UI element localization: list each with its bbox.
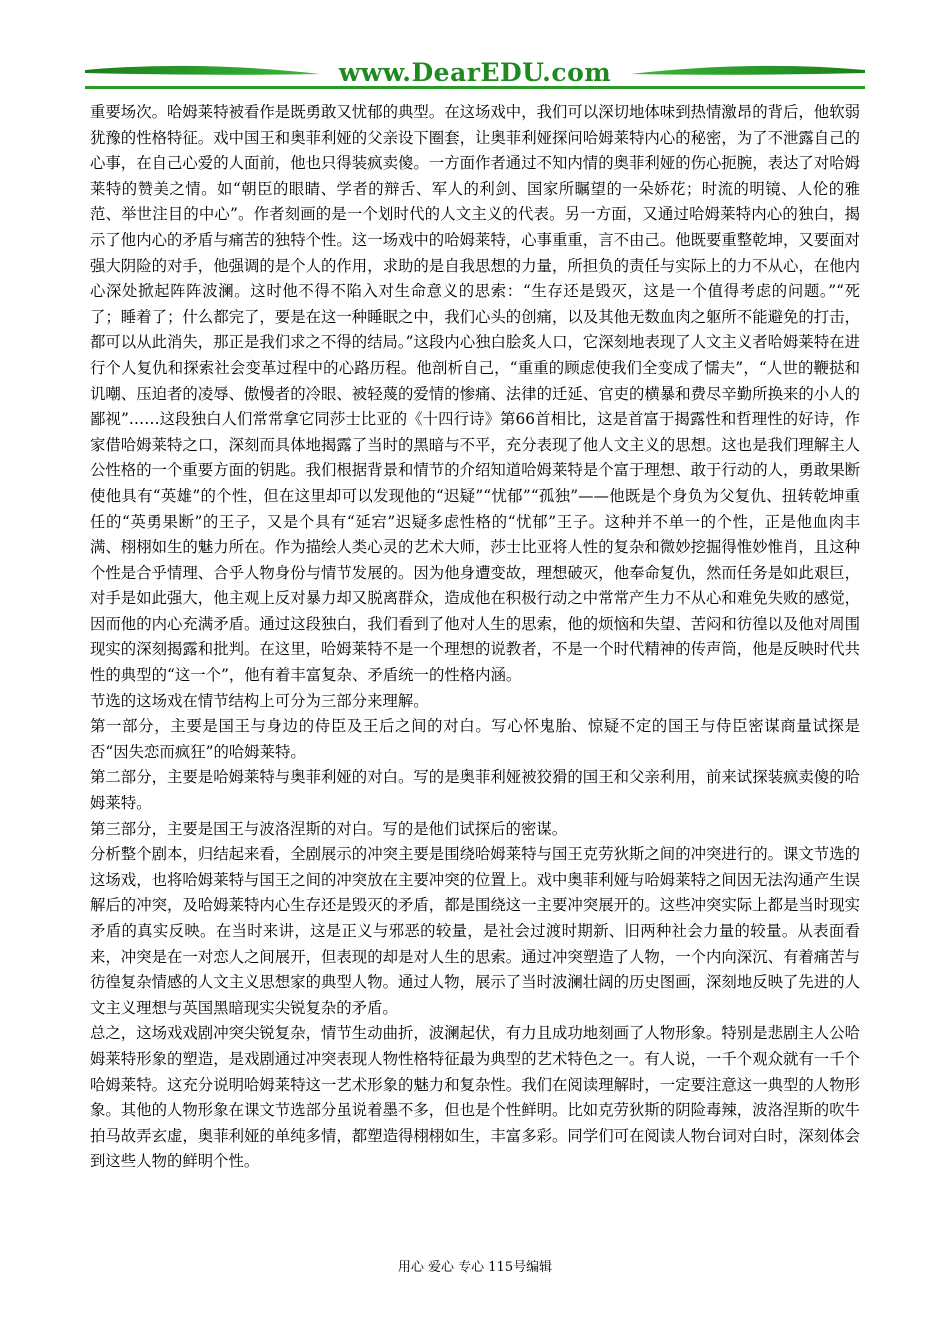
paragraph: 第二部分，主要是哈姆莱特与奥菲利娅的对白。写的是奥菲利娅被狡猾的国王和父亲利用，前来试探装疯卖傻的哈姆莱特。	[90, 768, 860, 813]
paragraph: 总之，这场戏戏剧冲突尖锐复杂，情节生动曲折，波澜起伏，有力且成功地刻画了人物形象。特别是悲剧主人公哈姆莱特形象的塑造，是戏剧通过冲突表现人物性格特征最为典型的艺术特色之一。有人说，一千个观众就有一千个哈姆莱特。这充分说明哈姆莱特这一艺术形象的魅力和复杂性。我们在阅读理解时，一定要注意这一典型的人物形象。其他的人物形象在课文节选部分虽说着墨不多，但也是个性鲜明。比如克劳狄斯的阴险毒辣，波洛涅斯的吹牛拍马故弄玄虚，奥菲利娅的单纯多情，都塑造得栩栩如生，丰富多彩。同学们可在阅读人物台词对白时，深刻体会到这些人物的鲜明个性。	[90, 1024, 860, 1171]
paragraph: 第三部分，主要是国王与波洛涅斯的对白。写的是他们试探后的密谋。	[90, 819, 568, 838]
paragraph: 第一部分，主要是国王与身边的侍臣及王后之间的对白。写心怀鬼胎、惊疑不定的国王与侍臣密谋商量试探是否“因失恋而疯狂”的哈姆莱特。	[90, 717, 860, 761]
site-logo-text: www.DearEDU.com	[338, 58, 612, 87]
paragraph: 分析整个剧本，归结起来看，全剧展示的冲突主要是围绕哈姆莱特与国王克劳狄斯之间的冲突进行的。课文节选的这场戏，也将哈姆莱特与国王之间的冲突放在主要冲突的位置上。戏中奥菲利娅与哈姆莱特之间因无法沟通产生误解后的冲突，及哈姆莱特内心生存还是毁灭的矛盾，都是围绕这一主要冲突展开的。这些冲突实际上都是当时现实矛盾的真实反映。在当时来讲，这是正义与邪恶的较量，是社会过渡时期新、旧两种社会力量的较量。从表面看来，冲突是在一对恋人之间展开，但表现的却是对人生的思索。通过冲突塑造了人物，一个内向深沉、有着痛苦与彷徨复杂情感的人文主义思想家的典型人物。通过人物，展示了当时波澜壮阔的历史图画，深刻地反映了先进的人文主义理想与英国黑暗现实尖锐复杂的矛盾。	[90, 845, 860, 1017]
header-banner	[85, 52, 865, 98]
paragraph: 节选的这场戏在情节结构上可分为三部分来理解。	[90, 691, 429, 710]
paragraph: 重要场次。哈姆莱特被看作是既勇敢又忧郁的典型。在这场戏中，我们可以深切地体味到热情激昂的背后，他软弱犹豫的性格特征。戏中国王和奥菲利娅的父亲设下圈套，让奥菲利娅探问哈姆莱特内心的秘密，为了不泄露自己的心事，在自己心爱的人面前，他也只得装疯卖傻。一方面作者通过不知内情的奥菲利娅的伤心扼腕，表达了对哈姆莱特的赞美之情。如“朝臣的眼睛、学者的辩舌、军人的利剑、国家所瞩望的一朵娇花；时流的明镜、人伦的雅范、举世注目的中心”。作者刻画的是一个划时代的人文主义的代表。另一方面，又通过哈姆莱特内心的独白，揭示了他内心的矛盾与痛苦的独特个性。这一场戏中的哈姆莱特，心事重重，言不由己。他既要重整乾坤，又要面对强大阴险的对手，他强调的是个人的作用，求助的是自我思想的力量，所担负的责任与实际上的力不从心，在他内心深处掀起阵阵波澜。这时他不得不陷入对生命意义的思索：“生存还是毁灭，这是一个值得考虑的问题。”“死了；睡着了；什么都完了，要是在这一种睡眠之中，我们心头的创痛，以及其他无数血肉之躯所不能避免的打击，都可以从此消失，那正是我们求之不得的结局。”这段内心独白脍炙人口，它深刻地表现了人文主义者哈姆莱特在进行个人复仇和探索社会变革过程中的心路历程。他剖析自己，“重重的顾虑使我们全变成了懦夫”，“人世的鞭挞和讥嘲、压迫者的凌辱、傲慢者的冷眼、被轻蔑的爱情的惨痛、法律的迁延、官吏的横暴和费尽辛勤所换来的小人的鄙视”……这段独白人们常常拿它同莎士比亚的《十四行诗》第66首相比，这是首富于揭露性和哲理性的好诗，作家借哈姆莱特之口，深刻而具体地揭露了当时的黑暗与不平，充分表现了他人文主义的思想。这也是我们理解主人公性格的一个重要方面的钥匙。我们根据背景和情节的介绍知道哈姆莱特是个富于理想、敢于行动的人，勇敢果断使他具有“英雄”的个性，但在这里却可以发现他的“迟疑”“忧郁”“孤独”——他既是个身负为父复仇、扭转乾坤重任的“英勇果断”的王子，又是个具有“延宕”迟疑多虑性格的“忧郁”王子。这种并不单一的个性，正是他血肉丰满、栩栩如生的魅力所在。作为描绘人类心灵的艺术大师，莎士比亚将人性的复杂和微妙挖掘得惟妙惟肖，且这种个性是合乎情理、合乎人物身份与情节发展的。因为他身遭变故，理想破灭，他奉命复仇，然而任务是如此艰巨，对手是如此强大，他主观上反对暴力却又脱离群众，造成他在积极行动之中常常产生力不从心和难免失败的感觉，因而他的内心充满矛盾。通过这段独白，我们看到了他对人生的思索，他的烦恼和失望、苦闷和彷徨以及他对周围现实的深刻揭露和批判。在这里，哈姆莱特不是一个理想的说教者，不是一个时代精神的传声筒，他是反映时代共性的典型的“这一个”，他有着丰富复杂、矛盾统一的性格内涵。	[90, 103, 860, 685]
page-footer: 用心 爱心 专心 115号编辑	[397, 1260, 553, 1275]
document-body	[90, 100, 860, 1175]
